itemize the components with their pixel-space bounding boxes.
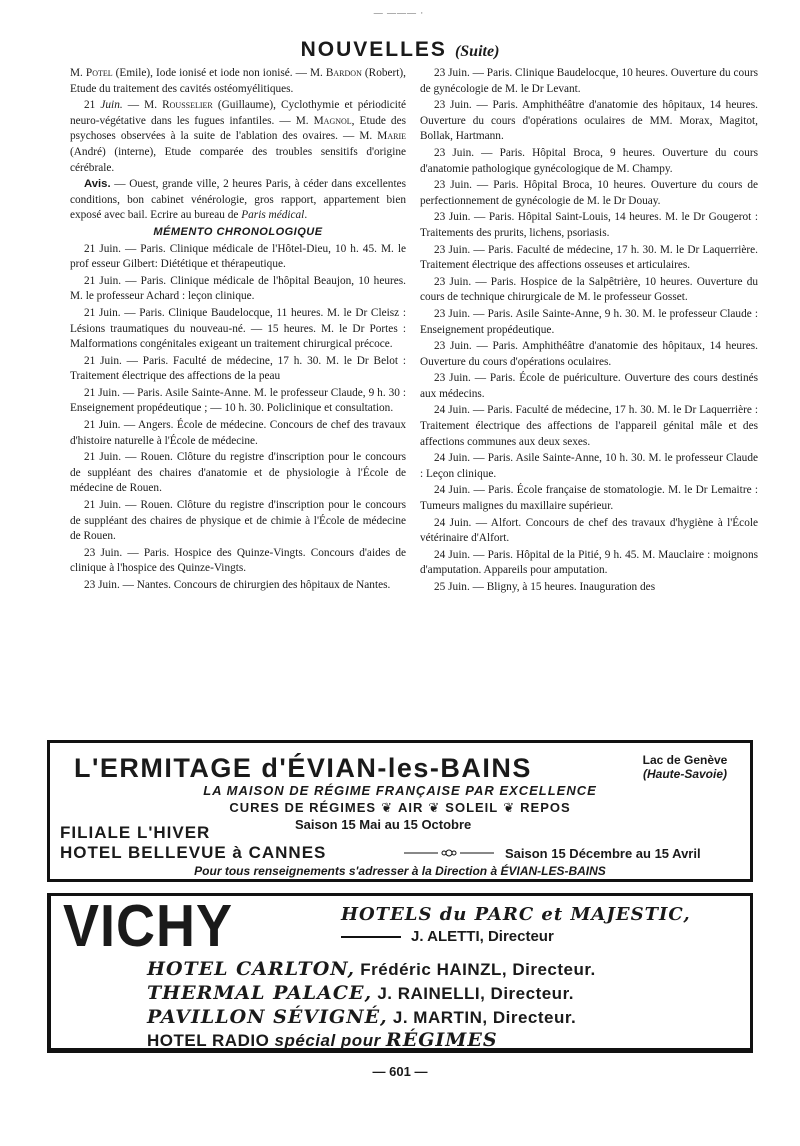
left-column [70, 66, 406, 595]
hotel-entry: HOTEL RADIO spécial pour RÉGIMES [147, 1029, 498, 1051]
calendar-entry: 25 Juin. — Bligny, à 15 heures. Inauguration des [434, 581, 656, 593]
ornament-rule [404, 847, 494, 859]
ad-director: J. ALETTI, Directeur [341, 928, 554, 945]
section-header [0, 38, 800, 62]
ad-location: Lac de Genève (Haute-Savoie) [642, 753, 728, 781]
leaf-icon: ❦ [428, 800, 441, 815]
right-column [420, 66, 758, 597]
ad-tagline: LA MAISON DE RÉGIME FRANÇAISE PAR EXCELLENCE [203, 783, 597, 798]
calendar-entry: 23 Juin. — Paris. Hôpital Broca, 10 heures. Ouverture du cours de perfectionnement de gynécologie de M. le Dr Douay. [420, 179, 758, 207]
ad-season-winter: Saison 15 Décembre au 15 Avril [505, 846, 701, 861]
ad-filiale: FILIALE L'HIVER [60, 823, 211, 842]
calendar-entry: 21 Juin. — Rouen. Clôture du registre d'inscription pour le concours de suppléant des chaires d'anatomie et de physiologie à l'École de médecine de Rouen. [70, 451, 406, 495]
evian-advertisement [47, 740, 753, 882]
calendar-entry: 23 Juin. — Paris. Hospice de la Salpêtrière, 10 heures. Ouverture du cours de technique chirurgicale de M. le professeur Gosset. [420, 275, 758, 304]
calendar-entry: 21 Juin. — Rouen. Clôture du registre d'inscription pour le concours de suppléant des chaires de physique et de chimie à l'École de médecine de Rouen. [70, 499, 406, 543]
calendar-entry: 24 Juin. — Alfort. Concours de chef des travaux d'hygiène à l'École vétérinaire d'Alfort. [420, 516, 758, 545]
ad-hotel-cannes: HOTEL BELLEVUE à CANNES [60, 843, 327, 862]
page-number: — 601 — [372, 1064, 428, 1079]
ad-contact: Pour tous renseignements s'adresser à la Direction à ÉVIAN-LES-BAINS [194, 864, 606, 878]
leaf-icon: ❦ [503, 800, 516, 815]
calendar-entry: 24 Juin. — Paris. Hôpital de la Pitié, 9 h. 45. M. Mauclaire : moignons d'amputation. Appareils pour amputation. [420, 548, 758, 577]
calendar-entry: 21 Juin. — Paris. Clinique Baudelocque, 11 heures. M. le Dr Cleisz : Lésions traumatiques du nouveau-né. — 15 heures. M. le Dr Portes : Malformations congénitales exigeant un traitement chirurgical précoce. [70, 306, 406, 351]
paragraph: M. Potel (Emile), Iode ionisé et iode non ionisé. — M. Bardon (Robert), Etude du traitement des cavités ostéomyélitiques. [70, 67, 406, 95]
calendar-entry: 23 Juin. — Nantes. Concours de chirurgien des hôpitaux de Nantes. [84, 579, 391, 591]
hotel-entry: PAVILLON SÉVIGNÉ, J. MARTIN, Directeur. [147, 1006, 577, 1028]
ad-cures: CURES DE RÉGIMES ❦ AIR ❦ SOLEIL ❦ REPOS [229, 800, 571, 815]
calendar-entry: 24 Juin. — Paris. Asile Sainte-Anne, 10 h. 30. M. le professeur Claude : Leçon clinique. [420, 452, 758, 480]
calendar-entry: 21 Juin. — Paris. Clinique médicale de l'hôpital Beaujon, 10 heures. M. le professeur Achard : leçon clinique. [70, 274, 406, 303]
calendar-entry: 23 Juin. — Paris. Amphithéâtre d'anatomie des hôpitaux, 14 heures. Ouverture du cours d'opérations oculaires. [420, 340, 758, 368]
calendar-entry: 24 Juin. — Paris. École française de stomatologie. M. le Dr Lemaitre : Tumeurs malignes du maxillaire supérieur. [420, 484, 758, 513]
ad-title: L'ERMITAGE d'ÉVIAN-les-BAINS [74, 753, 532, 783]
hotel-entry: THERMAL PALACE, J. RAINELLI, Directeur. [147, 982, 574, 1004]
hotel-entry: HOTEL CARLTON, Frédéric HAINZL, Directeur. [147, 958, 596, 980]
calendar-entry: 21 Juin. — Paris. Asile Sainte-Anne. M. le professeur Claude, 9 h. 30 : Enseignement propédeutique ; — 10 h. 30. Policlinique et consultation. [70, 386, 406, 415]
calendar-entry: 24 Juin. — Paris. Faculté de médecine, 17 h. 30. M. le Dr Laquerrière : Traitement électrique des affections de l'appareil génital mâle et des affections communes aux deux sexes. [420, 404, 758, 448]
calendar-entry: 23 Juin. — Paris. Hospice des Quinze-Vingts. Concours d'aides de clinique à l'hospice des Quinze-Vingts. [70, 546, 406, 575]
vichy-logo: VICHY [63, 893, 234, 960]
paragraph: 21 Juin. — M. Rousselier (Guillaume), Cyclothymie et périodicité neuro-végétative dans les fugues infantiles. — M. Magnol, Etude des psychoses observées à la suite de l'ablation des ovaires. — M. Marie (André) (interne), Etude comparée des troubles sensitifs d'origine cérébrale. [70, 99, 406, 174]
section-suite: (Suite) [454, 43, 500, 60]
calendar-entry: 23 Juin. — Paris. Faculté de médecine, 17 h. 30. M. le Dr Laquerrière. Traitement électrique des affections osseuses et articulaires. [420, 243, 758, 272]
memento-heading: MÉMENTO CHRONOLOGIQUE [153, 225, 323, 238]
calendar-entry: 21 Juin. — Paris. Faculté de médecine, 17 h. 30. M. le Dr Belot : Traitement électrique des affections de la peau [70, 354, 406, 383]
calendar-entry: 23 Juin. — Paris. Asile Sainte-Anne, 9 h. 30. M. le professeur Claude : Enseignement propédeutique. [420, 307, 758, 336]
rule-divider [341, 936, 401, 938]
calendar-entry: 23 Juin. — Paris. Amphithéâtre d'anatomie des hôpitaux, 14 heures. Ouverture du cours d'opérations oculaires de MM. Morax, Magitot, Bollak, Hartmann. [420, 99, 758, 143]
calendar-entry: 21 Juin. — Angers. École de médecine. Concours de chef des travaux d'histoire naturelle à l'École de médecine. [70, 419, 406, 447]
calendar-entry: 23 Juin. — Paris. Clinique Baudelocque, 10 heures. Ouverture du cours de gynécologie de M. le Dr Levant. [420, 67, 758, 95]
calendar-entry: 23 Juin. — Paris. Hôpital Broca, 9 heures. Ouverture du cours d'anatomie pathologique gynécologique de M. Champy. [420, 146, 758, 175]
calendar-entry: 21 Juin. — Paris. Clinique médicale de l'Hôtel-Dieu, 10 h. 45. M. le prof esseur Gilbert: Diététique et thérapeutique. [70, 242, 406, 271]
ad-hotels-heading: HOTELS du PARC et MAJESTIC, [341, 904, 691, 925]
ad-season-summer: Saison 15 Mai au 15 Octobre [295, 817, 472, 832]
calendar-entry: 23 Juin. — Paris. École de puériculture. Ouverture des cours destinés aux médecins. [420, 372, 758, 400]
avis-notice: Avis. — Ouest, grande ville, 2 heures Paris, à céder dans excellentes conditions, bon cabinet vénérologie, gros rapport, appartement bien exposé avec bail. Ecrire au bureau de Paris médical. [70, 178, 406, 222]
leaf-icon: ❦ [381, 800, 393, 815]
section-title: NOUVELLES [300, 38, 447, 61]
top-ornament: — ——— · [373, 8, 425, 18]
vichy-advertisement [47, 893, 753, 1053]
calendar-entry: 23 Juin. — Paris. Hôpital Saint-Louis, 14 heures. M. le Dr Gougerot : Traitements des prurits, lichens, psoriasis. [420, 211, 758, 239]
